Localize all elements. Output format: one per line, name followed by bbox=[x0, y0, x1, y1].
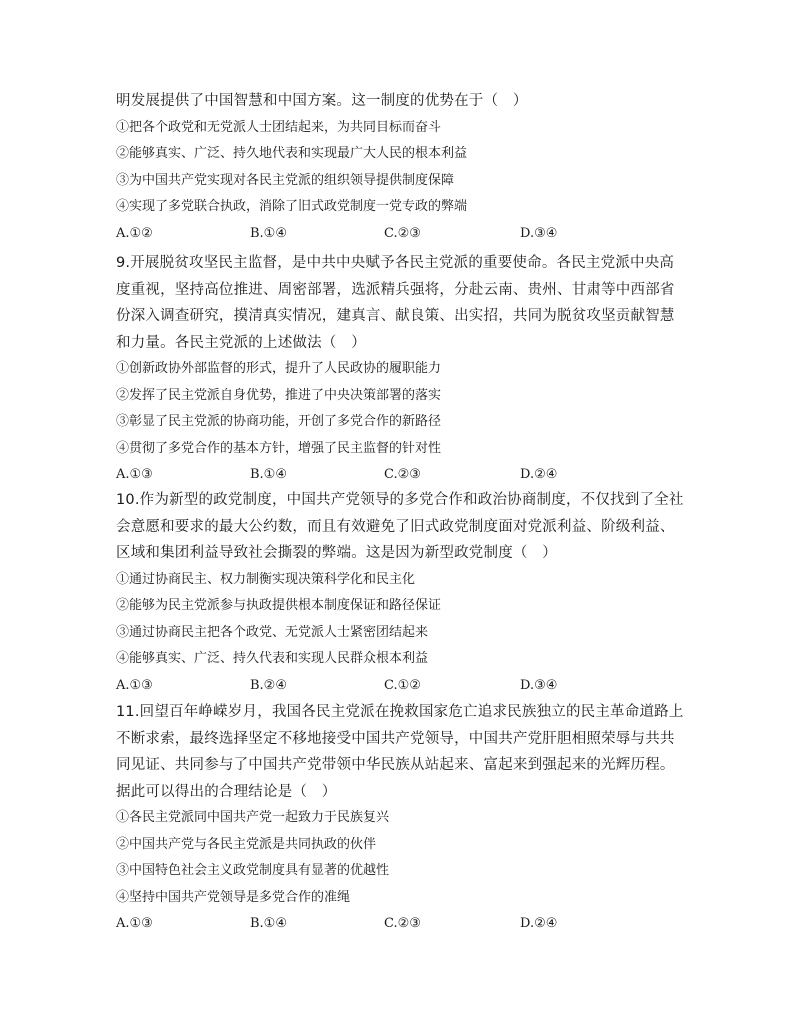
question-9 bbox=[116, 250, 686, 489]
question-8-choice-a: A.①② bbox=[116, 225, 153, 241]
question-8-option-3: ③为中国共产党实现对各民主党派的组织领导提供制度保障 bbox=[116, 172, 455, 188]
question-10-choice-b: B.②④ bbox=[250, 677, 287, 693]
question-9-option-3: ③彰显了民主党派的协商功能，开创了多党合作的新路径 bbox=[116, 414, 442, 429]
question-10-choice-c: C.①② bbox=[384, 677, 421, 693]
question-11-option-3: ③中国特色社会主义政党制度具有显著的优越性 bbox=[116, 863, 390, 878]
question-10-choice-d: D.③④ bbox=[520, 677, 558, 693]
question-11-choice-b: B.①④ bbox=[250, 916, 287, 931]
question-11-choices bbox=[116, 911, 686, 938]
question-8-option-1: ①把各个政党和无党派人士团结起来，为共同目标而奋斗 bbox=[116, 119, 442, 135]
question-11-stem: 11.回望百年峥嵘岁月，我国各民主党派在挽救国家危亡追求民族独立的民主革命道路上不断求索，最终选择坚定不移地接受中国共产党领导，中国共产党肝胆相照荣辱与共共同见证、共同参与了中国共产党带领中华民族从站起来、富起来到强起来的光辉历程。据此可以得出的合理结论是（ ） bbox=[116, 704, 684, 800]
question-10-option-4: ④能够真实、广泛、持久代表和实现人民群众根本利益 bbox=[116, 651, 429, 666]
question-9-choices bbox=[116, 462, 686, 489]
question-10-choice-a: A.①③ bbox=[116, 677, 153, 693]
question-10-stem: 10.作为新型的政党制度，中国共产党领导的多党合作和政治协商制度，不仅找到了全社会意愿和要求的最大公约数，而且有效避免了旧式政党制度面对党派利益、阶级利益、区域和集团利益导致社会撕裂的弊端。这是因为新型政党制度（ ） bbox=[116, 492, 684, 561]
question-9-choice-c: C.②③ bbox=[384, 467, 421, 482]
question-9-option-4: ④贯彻了多党合作的基本方针，增强了民主监督的针对性 bbox=[116, 440, 442, 456]
question-9-choice-d: D.②④ bbox=[520, 467, 558, 482]
question-10-option-1: ①通过协商民主、权力制衡实现决策科学化和民主化 bbox=[116, 571, 416, 587]
question-8-choices bbox=[116, 221, 686, 248]
question-9-choice-a: A.①③ bbox=[116, 467, 153, 482]
question-11 bbox=[116, 699, 686, 938]
question-10 bbox=[116, 487, 686, 699]
question-9-option-2: ②发挥了民主党派自身优势，推进了中央决策部署的落实 bbox=[116, 387, 442, 403]
question-11-option-1: ①各民主党派同中国共产党一起致力于民族复兴 bbox=[116, 810, 390, 825]
question-10-option-2: ②能够为民主党派参与执政提供根本制度保证和路径保证 bbox=[116, 598, 442, 613]
question-11-option-2: ②中国共产党与各民主党派是共同执政的伙伴 bbox=[116, 836, 377, 852]
question-11-option-4: ④坚持中国共产党领导是多党合作的准绳 bbox=[116, 889, 351, 905]
question-8-stem: 明发展提供了中国智慧和中国方案。这一制度的优势在于（ ） bbox=[116, 93, 528, 109]
question-10-option-3: ③通过协商民主把各个政党、无党派人士紧密团结起来 bbox=[116, 624, 429, 640]
question-8-option-2: ②能够真实、广泛、持久地代表和实现最广大人民的根本利益 bbox=[116, 146, 468, 161]
question-11-choice-a: A.①③ bbox=[116, 916, 153, 931]
question-9-choice-b: B.①④ bbox=[250, 467, 287, 482]
question-8-choice-b: B.①④ bbox=[250, 225, 287, 241]
question-10-choices bbox=[116, 673, 686, 700]
question-8 bbox=[116, 88, 686, 247]
question-9-option-1: ①创新政协外部监督的形式，提升了人民政协的履职能力 bbox=[116, 361, 442, 376]
question-11-choice-c: C.②③ bbox=[384, 916, 421, 931]
question-8-option-4: ④实现了多党联合执政，消除了旧式政党制度一党专政的弊端 bbox=[116, 199, 468, 214]
question-8-choice-c: C.②③ bbox=[384, 225, 421, 241]
question-9-stem: 9.开展脱贫攻坚民主监督，是中共中央赋予各民主党派的重要使命。各民主党派中央高度重视，坚持高位推进、周密部署，选派精兵强将，分赴云南、贵州、甘肃等中西部省份深入调查研究，摸清真实情况，建真言、献良策、出实招，共同为脱贫攻坚贡献智慧和力量。各民主党派的上述做法（ ） bbox=[116, 255, 675, 351]
question-11-choice-d: D.②④ bbox=[520, 916, 558, 931]
question-8-choice-d: D.③④ bbox=[520, 225, 558, 241]
